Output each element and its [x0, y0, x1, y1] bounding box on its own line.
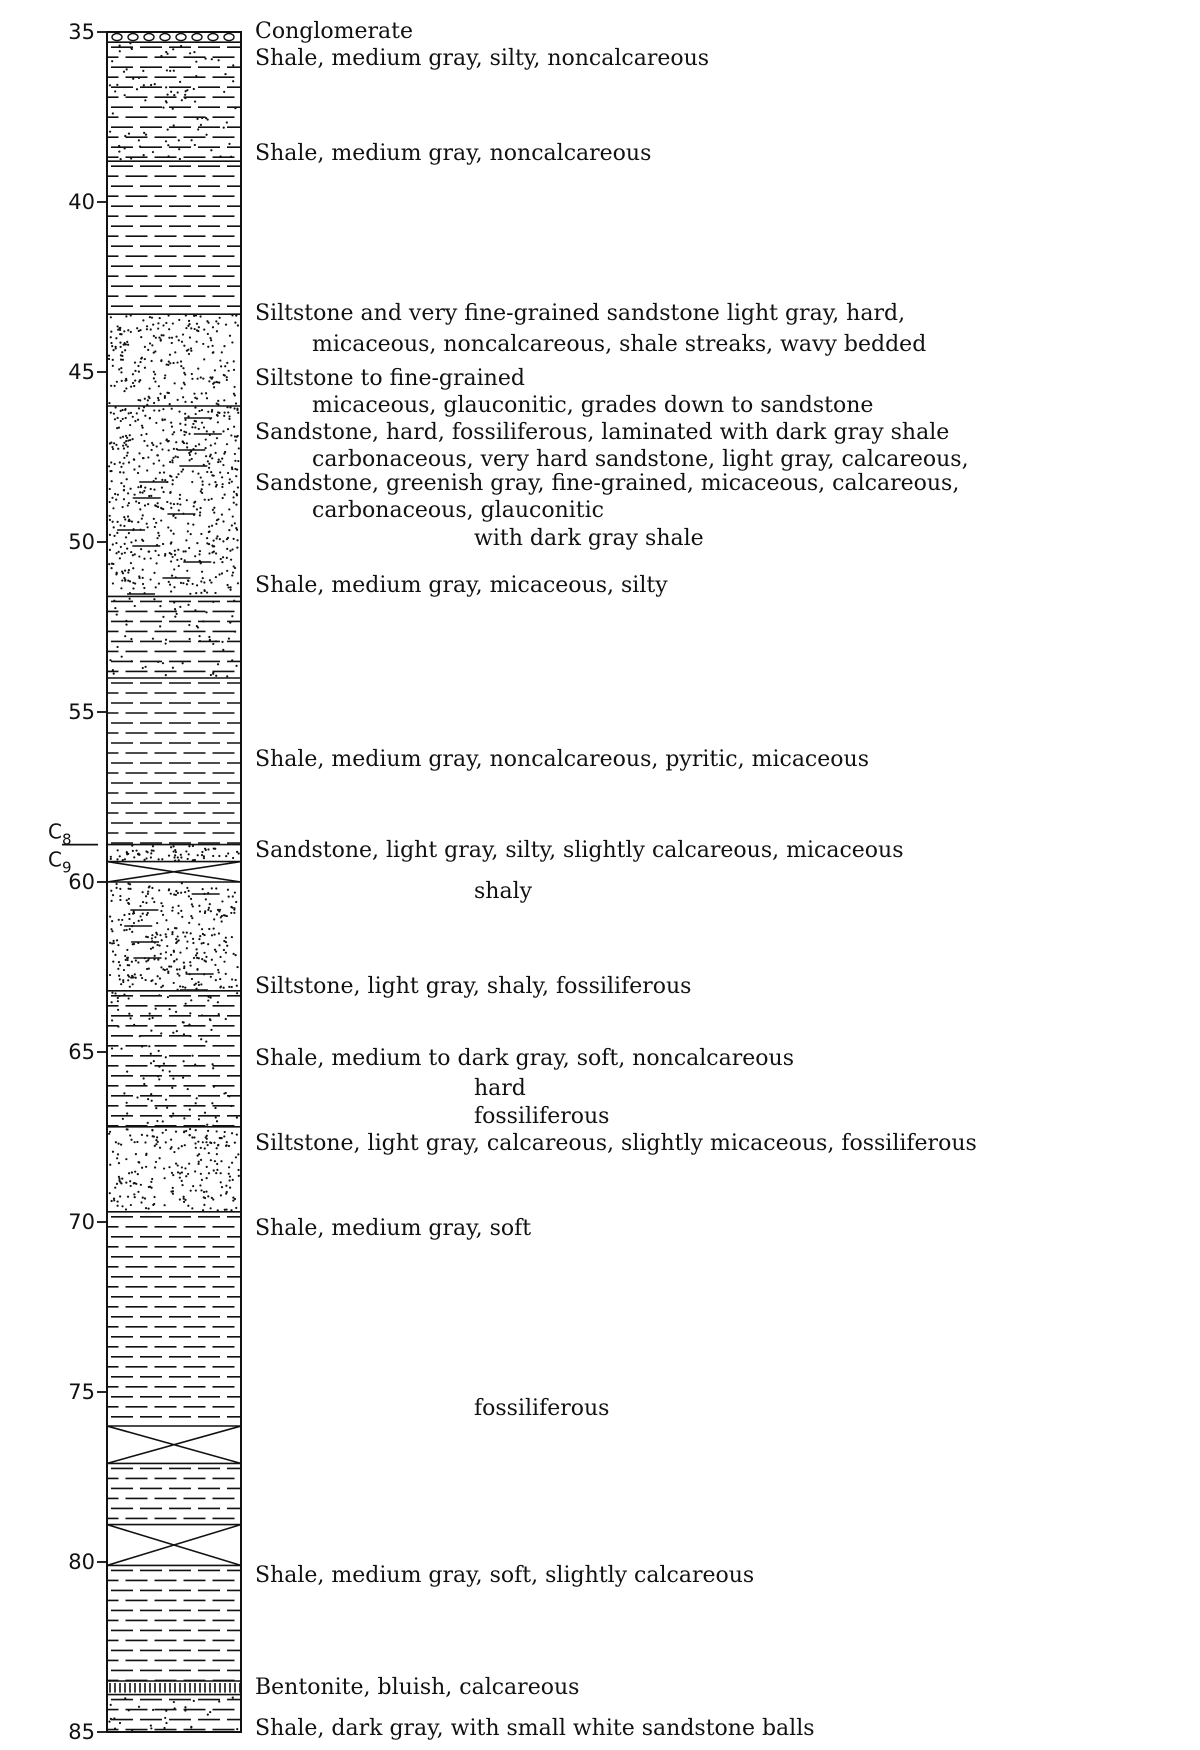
lithology-description: fossiliferous	[474, 1396, 610, 1421]
lithology-description: micaceous, noncalcareous, shale streaks, wavy bedded	[312, 331, 927, 357]
lithology-description: Siltstone to fine-grained	[255, 365, 525, 391]
depth-tick-label: 65	[68, 1040, 95, 1064]
depth-tick-label: 60	[68, 870, 95, 894]
lithology-description: with dark gray shale	[474, 525, 704, 551]
depth-tick-label: 55	[68, 700, 95, 724]
lithology-description: Bentonite, bluish, calcareous	[255, 1674, 580, 1700]
depth-tick-label: 75	[68, 1380, 95, 1404]
lithology-description: Siltstone, light gray, shaly, fossiliferous	[255, 974, 692, 1000]
depth-tick-label: 80	[68, 1550, 95, 1574]
lithology-description: Sandstone, hard, fossiliferous, laminated with dark gray shale	[255, 420, 950, 446]
lithology-description: Shale, medium gray, noncalcareous, pyritic, micaceous	[255, 746, 869, 772]
lithology-description: Shale, medium gray, silty, noncalcareous	[255, 46, 710, 72]
lithology-description: shaly	[474, 879, 533, 905]
marker-label: $C_9$	[48, 847, 72, 877]
lithology-description: micaceous, glauconitic, grades down to sandstone	[312, 393, 874, 418]
lithology-description: Sandstone, greenish gray, fine-grained, micaceous, calcareous,	[255, 471, 960, 497]
depth-tick-label: 85	[68, 1720, 95, 1744]
lithology-description: Shale, dark gray, with small white sandstone balls	[255, 1715, 815, 1741]
depth-tick-label: 70	[68, 1210, 95, 1234]
lithology-description: carbonaceous, glauconitic	[312, 498, 604, 524]
lithology-description: carbonaceous, very hard sandstone, light gray, calcareous,	[312, 447, 969, 473]
lithology-description: Siltstone and very fine-grained sandstone light gray, hard,	[255, 301, 906, 327]
depth-tick-label: 40	[68, 190, 95, 214]
lithology-description: Shale, medium to dark gray, soft, noncalcareous	[255, 1045, 794, 1071]
lithology-description: Shale, medium gray, soft	[255, 1215, 532, 1241]
lithology-description: Shale, medium gray, soft, slightly calcareous	[255, 1562, 755, 1588]
depth-tick-label: 50	[68, 530, 95, 554]
lithology-description: Sandstone, light gray, silty, slightly calcareous, micaceous	[255, 838, 904, 864]
lithology-description: fossiliferous	[474, 1103, 610, 1129]
lithology-description: Shale, medium gray, noncalcareous	[255, 141, 652, 167]
lithology-description: hard	[474, 1076, 526, 1102]
lithology-description: Shale, medium gray, micaceous, silty	[255, 573, 668, 599]
marker-label: $C_8$	[48, 819, 72, 849]
depth-tick-label: 35	[68, 20, 95, 44]
lithology-description: Siltstone, light gray, calcareous, slightly micaceous, fossiliferous	[255, 1130, 977, 1156]
depth-tick-label: 45	[68, 360, 95, 384]
lithology-description: Conglomerate	[255, 19, 413, 44]
